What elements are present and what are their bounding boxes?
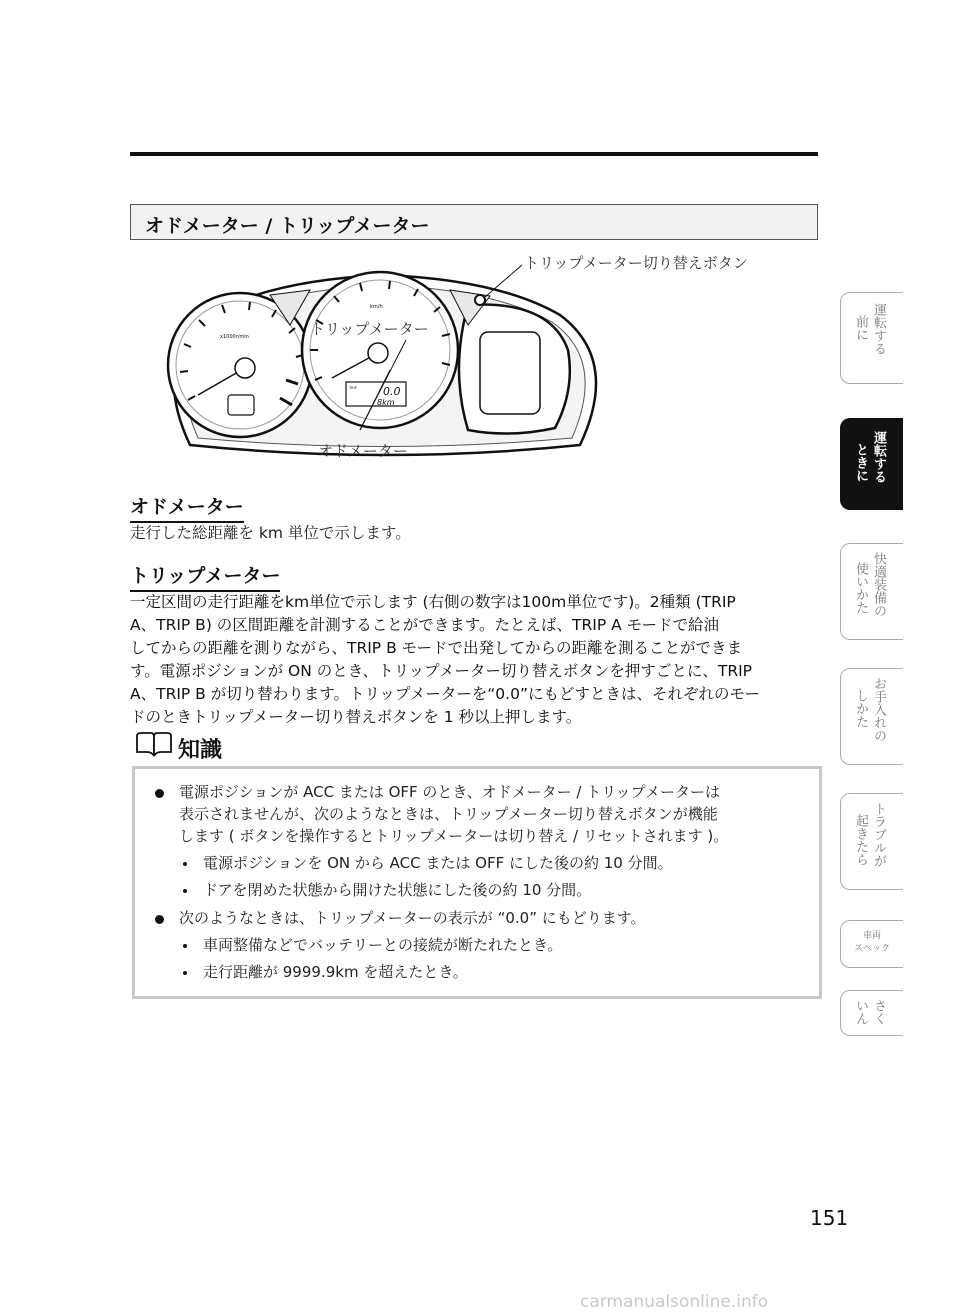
tab-maintenance[interactable]: お手入れの しかた (840, 668, 903, 765)
top-rule (130, 152, 818, 156)
note-line: 車両整備などでバッテリーとの接続が断たれたとき。 (203, 936, 563, 954)
tripmeter-heading: トリップメーター (130, 561, 280, 592)
odometer-heading: オドメーター (130, 492, 244, 523)
note-line: 次のようなときは、トリップメーターの表示が “0.0” にもどります。 (179, 909, 646, 927)
tab-vehicle-specs[interactable]: 車両 スペック (840, 920, 903, 968)
sub-bullet-dot (183, 889, 187, 893)
note-line: ドアを閉めた状態から開けた状態にした後の約 10 分間。 (203, 881, 592, 899)
tab-before-driving[interactable]: 運転する 前に (840, 292, 903, 384)
section-title: オドメーター / トリップメーター (145, 215, 430, 237)
odometer-text: 走行した総距離を km 単位で示します。 (130, 524, 411, 542)
sub-bullet-dot (183, 862, 187, 866)
tab-troubleshooting[interactable]: トラブルが 起きたら (840, 793, 903, 890)
callout-trip-button: トリップメーター切り替えボタン (524, 254, 748, 272)
para-line: A、TRIP B) の区間距離を計測することができます。たとえば、TRIP A モードで給油 (130, 616, 720, 634)
note-line: します ( ボタンを操作するとトリップメーターは切り替え / リセットされます )。 (179, 827, 729, 845)
trip-switch-button (475, 295, 485, 305)
para-line: す。電源ポジションが ON のとき、トリップメーター切り替えボタンを押すごとに、TRIP (130, 662, 753, 680)
svg-text:0.0: 0.0 (383, 385, 401, 398)
tab-comfort-equipment[interactable]: 快適装備の 使いかた (840, 543, 903, 640)
page-number: 151 (810, 1206, 849, 1230)
callout-tripmeter: トリップメーター (310, 320, 429, 338)
section-title-box (130, 204, 818, 240)
svg-text:x1000r/min: x1000r/min (220, 334, 249, 340)
knowledge-title: 知識 (178, 738, 223, 763)
callout-odometer: オドメーター (318, 442, 408, 460)
svg-text:8km: 8km (377, 398, 395, 407)
para-line: 一定区間の走行距離をkm単位で示します (右側の数字は100m単位です)。2種類 (TRIP (130, 593, 736, 611)
book-icon (134, 730, 174, 760)
tab-while-driving[interactable]: 運転する ときに (840, 418, 903, 510)
knowledge-box (132, 766, 822, 999)
sub-bullet-dot (183, 971, 187, 975)
svg-text:km/h: km/h (370, 304, 383, 310)
tripmeter-paragraph (130, 591, 820, 729)
svg-text:TRIP: TRIP (349, 386, 357, 390)
para-line: A、TRIP B が切り替わります。トリップメーターを“0.0”にもどすときは、それぞれのモー (130, 685, 760, 703)
para-line: してからの距離を測りながら、TRIP B モードで出発してからの距離を測ることができま (130, 639, 743, 657)
note-line: 走行距離が 9999.9km を超えたとき。 (203, 963, 468, 981)
note-line: 表示されませんが、次のようなときは、トリップメーター切り替えボタンが機能 (179, 805, 718, 823)
note-line: 電源ポジションが ACC または OFF のとき、オドメーター / トリップメーターは (179, 783, 721, 801)
note-line: 電源ポジションを ON から ACC または OFF にした後の約 10 分間。 (203, 854, 673, 872)
instrument-cluster-figure (150, 250, 620, 470)
speedometer-gauge (302, 272, 458, 428)
bullet-dot (155, 789, 164, 798)
watermark: carmanualsonline.info (580, 1292, 769, 1312)
sub-bullet-dot (183, 944, 187, 948)
para-line: ドのときトリップメーター切り替えボタンを 1 秒以上押します。 (130, 708, 582, 726)
tab-index[interactable]: さく いん (840, 990, 903, 1036)
bullet-dot (155, 915, 164, 924)
